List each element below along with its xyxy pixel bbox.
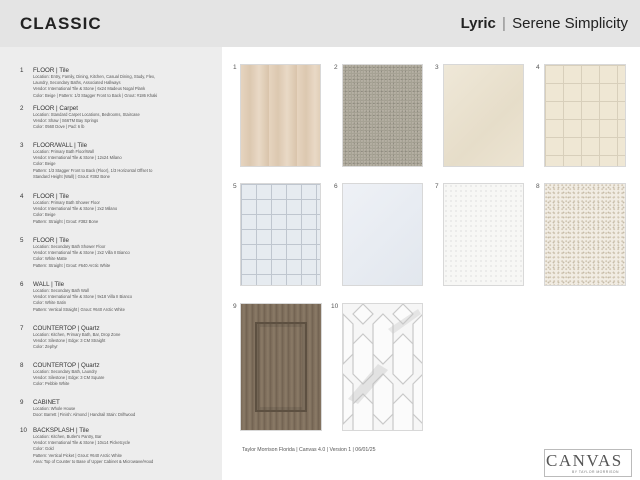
spec-item-title: BACKSPLASH | Tile bbox=[33, 427, 89, 434]
spec-item-heading bbox=[20, 399, 218, 406]
backsplash-picket-pattern bbox=[343, 304, 423, 431]
spec-sidebar bbox=[0, 47, 222, 480]
spec-item-number: 9 bbox=[20, 399, 24, 406]
spec-item-number: 7 bbox=[20, 325, 24, 332]
spec-item-detail: Pattern: Vertical Picket | Grout: #640 Arctic White bbox=[33, 452, 122, 458]
spec-item-detail: Pattern: Vertical Straight | Grout: #640 Arctic White bbox=[33, 306, 125, 312]
spec-item-detail: Location: Standard Carpet Locations, Bedrooms, Staircase bbox=[33, 112, 140, 117]
shower-floor-tile-beige-swatch bbox=[544, 64, 626, 167]
spec-item-cabinet bbox=[20, 399, 218, 418]
spec-item-detail: Pattern: Straight | Grout: #382 Bone bbox=[33, 218, 99, 224]
swatch-number: 6 bbox=[334, 183, 338, 190]
spec-item-detail: Pattern: 1/3 Stagger Front to Back (Floor), 1/3 Horizontal Offset to bbox=[33, 167, 153, 173]
logo-subtitle: BY TAYLOR MORRISON bbox=[572, 470, 619, 474]
footer-text: Taylor Morrison Florida | Canvas 4.0 | Version 1 | 06/01/25 bbox=[242, 447, 376, 453]
spec-item-detail: Vendor: International Tile & Stone | 2x2 Milano bbox=[33, 206, 118, 212]
swatch-number: 7 bbox=[435, 183, 439, 190]
spec-item-detail: Vendor: International Tile & Stone | 6x24 Madeus Nogal Plank bbox=[33, 86, 146, 92]
backsplash-tile-swatch bbox=[342, 303, 423, 431]
spec-item-number: 3 bbox=[20, 142, 24, 149]
collection-separator: | bbox=[502, 15, 506, 32]
spec-item-detail: Location: Secondary Bath Shower Floor bbox=[33, 244, 106, 249]
spec-item-detail: Vendor: International Tile & Stone | 10x14 Picketcycle bbox=[33, 440, 131, 446]
spec-item-detail: Color: Beige bbox=[33, 212, 56, 218]
spec-item-detail: Vendor: International Tile & Stone | 9x18 Villa II Bianco bbox=[33, 294, 133, 300]
collection-name: Lyric bbox=[460, 15, 496, 32]
floor-tile-plank-swatch bbox=[240, 64, 321, 167]
spec-item-detail: Pattern: Straight | Grout: #640 Arctic White bbox=[33, 262, 111, 268]
spec-item-detail: Vendor: International Tile & Stone | 12x24 Milano bbox=[33, 155, 122, 161]
swatch-number: 1 bbox=[233, 64, 237, 71]
spec-item-detail: Color: Pebble White bbox=[33, 381, 70, 387]
cabinet-door-swatch bbox=[240, 303, 322, 431]
spec-item-detail: Color: Gold bbox=[33, 446, 54, 452]
spec-item-detail: Location: Whole House bbox=[33, 406, 76, 411]
spec-item-detail: Location: Secondary Bath, Laundry bbox=[33, 369, 97, 374]
spec-item-title: FLOOR | Carpet bbox=[33, 105, 78, 112]
spec-item-floor-wall-tile bbox=[20, 142, 218, 180]
spec-item-heading bbox=[20, 281, 218, 288]
spec-item-countertop-pebble bbox=[20, 362, 218, 388]
spec-item-number: 1 bbox=[20, 67, 24, 74]
spec-item-detail: Color: 0560 Dove | Pad: 6 lb bbox=[33, 124, 85, 130]
swatch-number: 10 bbox=[331, 303, 339, 310]
spec-item-heading bbox=[20, 193, 218, 200]
spec-item-heading bbox=[20, 427, 218, 434]
spec-item-number: 10 bbox=[20, 427, 27, 434]
spec-item-detail: Location: Primary Bath Shower Floor bbox=[33, 200, 100, 205]
spec-item-detail: Vendor: Shaw | S66TM Bay Springs bbox=[33, 118, 99, 124]
swatch-number: 5 bbox=[233, 183, 237, 190]
spec-item-detail: Color: Beige | Pattern: 1/3 Stagger Front to Back | Grout: #186 Khaki bbox=[33, 92, 158, 98]
spec-item-title: FLOOR | Tile bbox=[33, 237, 69, 244]
swatch-number: 8 bbox=[536, 183, 540, 190]
spec-item-countertop-zephyr bbox=[20, 325, 218, 351]
spec-item-heading bbox=[20, 105, 218, 112]
spec-item-floor-tile bbox=[20, 67, 218, 99]
spec-item-title: CABINET bbox=[33, 399, 60, 406]
cabinet-door-panel bbox=[255, 322, 307, 412]
spec-item-detail: Location: Kitchen, Butler's Pantry, Bar bbox=[33, 434, 102, 439]
canvas-logo bbox=[546, 452, 623, 474]
spec-item-detail: Vendor: International Tile & Stone | 2x2 Villa II Bianco bbox=[33, 250, 130, 256]
spec-item-detail: Standard Height (Wall) | Grout: #382 Bone bbox=[33, 173, 110, 179]
spec-item-detail: Color: Zephyr bbox=[33, 344, 58, 350]
spec-item-heading bbox=[20, 237, 218, 244]
swatch-number: 2 bbox=[334, 64, 338, 71]
wall-tile-swatch bbox=[342, 183, 423, 286]
spec-item-title: COUNTERTOP | Quartz bbox=[33, 362, 100, 369]
spec-item-number: 5 bbox=[20, 237, 24, 244]
spec-item-heading bbox=[20, 325, 218, 332]
spec-item-number: 8 bbox=[20, 362, 24, 369]
spec-item-detail: Area: Top of Counter to Base of Upper Cabinet & Microwave/Hood bbox=[33, 458, 154, 464]
spec-item-detail: Location: Secondary Bath Wall bbox=[33, 288, 89, 293]
spec-item-number: 6 bbox=[20, 281, 24, 288]
spec-item-title: COUNTERTOP | Quartz bbox=[33, 325, 100, 332]
spec-item-heading bbox=[20, 142, 218, 149]
spec-item-title: FLOOR | Tile bbox=[33, 193, 69, 200]
collection-tagline: Serene Simplicity bbox=[512, 15, 628, 32]
spec-item-detail: Vendor: Silestone | Edge: 3 CM Straight bbox=[33, 338, 106, 344]
spec-item-number: 4 bbox=[20, 193, 24, 200]
floor-wall-tile-swatch bbox=[443, 64, 524, 167]
logo-wordmark: CANVAS bbox=[546, 451, 623, 470]
spec-item-detail: Location: Primary Bath Floor/Wall bbox=[33, 149, 94, 154]
spec-item-detail: Laundry, Secondary Baths, Associated Hallways bbox=[33, 80, 121, 86]
spec-item-wall-tile bbox=[20, 281, 218, 313]
spec-item-detail: Color: Beige bbox=[33, 161, 56, 167]
spec-item-backsplash bbox=[20, 427, 218, 465]
shower-floor-tile-white-swatch bbox=[240, 183, 321, 286]
spec-item-detail: Door: Barrett | Finish: Almond | Handrail Stain: Driftwood bbox=[33, 412, 136, 418]
spec-item-title: FLOOR | Tile bbox=[33, 67, 69, 74]
spec-item-title: WALL | Tile bbox=[33, 281, 65, 288]
spec-item-title: FLOOR/WALL | Tile bbox=[33, 142, 88, 149]
floor-carpet-swatch bbox=[342, 64, 423, 167]
spec-item-detail: Color: White Matte bbox=[33, 256, 67, 262]
swatch-number: 4 bbox=[536, 64, 540, 71]
spec-item-primary-shower-floor bbox=[20, 193, 218, 225]
collection-title bbox=[461, 15, 628, 32]
spec-item-detail: Location: Kitchen, Primary Bath, Bar, Drop Zone bbox=[33, 332, 121, 337]
brand-title: CLASSIC bbox=[20, 14, 102, 33]
spec-item-detail: Color: White Satin bbox=[33, 300, 66, 306]
countertop-quartz-zephyr-swatch bbox=[443, 183, 524, 286]
spec-item-heading bbox=[20, 362, 218, 369]
spec-item-floor-carpet bbox=[20, 105, 218, 131]
spec-item-secondary-shower-floor bbox=[20, 237, 218, 269]
spec-item-detail: Location: Entry, Family, Dining, Kitchen, Casual Dining, Study, Flex, bbox=[33, 74, 156, 79]
swatch-number: 9 bbox=[233, 303, 237, 310]
page-header bbox=[0, 0, 640, 47]
spec-item-detail: Vendor: Silestone | Edge: 3 CM Square bbox=[33, 375, 105, 381]
spec-item-heading bbox=[20, 67, 218, 74]
spec-item-number: 2 bbox=[20, 105, 24, 112]
swatch-number: 3 bbox=[435, 64, 439, 71]
countertop-quartz-pebble-swatch bbox=[544, 183, 626, 286]
